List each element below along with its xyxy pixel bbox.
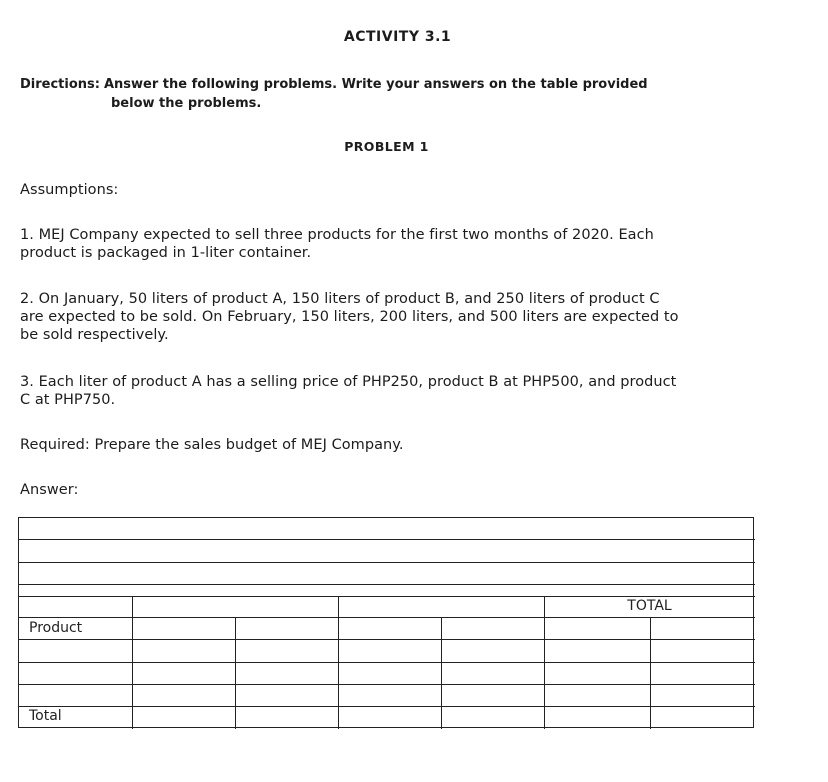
assumption-2-line-1: 2. On January, 50 liters of product A, 150 liters of product B, and 250 liters of product C — [20, 291, 660, 307]
assumption-item-2 — [20, 290, 760, 344]
total-column-header: TOTAL — [627, 598, 672, 614]
directions-line-1: Answer the following problems. Write your answers on the table provided — [103, 77, 648, 92]
total-row-label: Total — [29, 708, 62, 724]
table-rule-7 — [19, 662, 755, 663]
activity-title: ACTIVITY 3.1 — [343, 29, 452, 45]
assumption-item-3 — [20, 373, 760, 409]
table-col-line-1 — [132, 596, 133, 729]
table-rule-1 — [19, 539, 755, 540]
answer-label: Answer: — [20, 482, 79, 498]
required-text: Required: Prepare the sales budget of MEJ Company. — [20, 437, 404, 453]
assumption-1-line-2: product is packaged in 1-liter container. — [20, 245, 312, 261]
table-rule-9 — [19, 706, 755, 707]
directions — [20, 75, 760, 113]
assumption-item-1 — [20, 226, 760, 262]
assumption-3-line-2: C at PHP750. — [20, 392, 116, 408]
table-col-line-5 — [544, 596, 545, 729]
table-rule-5 — [19, 617, 755, 618]
assumption-2-line-3: be sold respectively. — [20, 327, 169, 343]
table-col-line-6 — [650, 617, 651, 729]
table-col-line-4 — [441, 617, 442, 729]
assumption-1-line-1: 1. MEJ Company expected to sell three products for the first two months of 2020. Each — [20, 227, 654, 243]
product-row-label: Product — [29, 620, 83, 636]
problem-title: PROBLEM 1 — [344, 139, 429, 154]
assumption-2-line-2: are expected to be sold. On February, 150 liters, 200 liters, and 500 liters are expected to — [20, 309, 679, 325]
table-rule-6 — [19, 639, 755, 640]
table-col-line-2 — [235, 617, 236, 729]
directions-line-2: below the problems. — [111, 96, 262, 111]
sales-budget-table — [18, 517, 754, 728]
table-rule-8 — [19, 684, 755, 685]
assumptions-label: Assumptions: — [20, 182, 119, 198]
assumption-3-line-1: 3. Each liter of product A has a selling price of PHP250, product B at PHP500, and product — [20, 374, 677, 390]
table-rule-3 — [19, 584, 755, 585]
table-col-line-3 — [338, 596, 339, 729]
directions-label: Directions: — [20, 77, 100, 92]
table-rule-2 — [19, 562, 755, 563]
